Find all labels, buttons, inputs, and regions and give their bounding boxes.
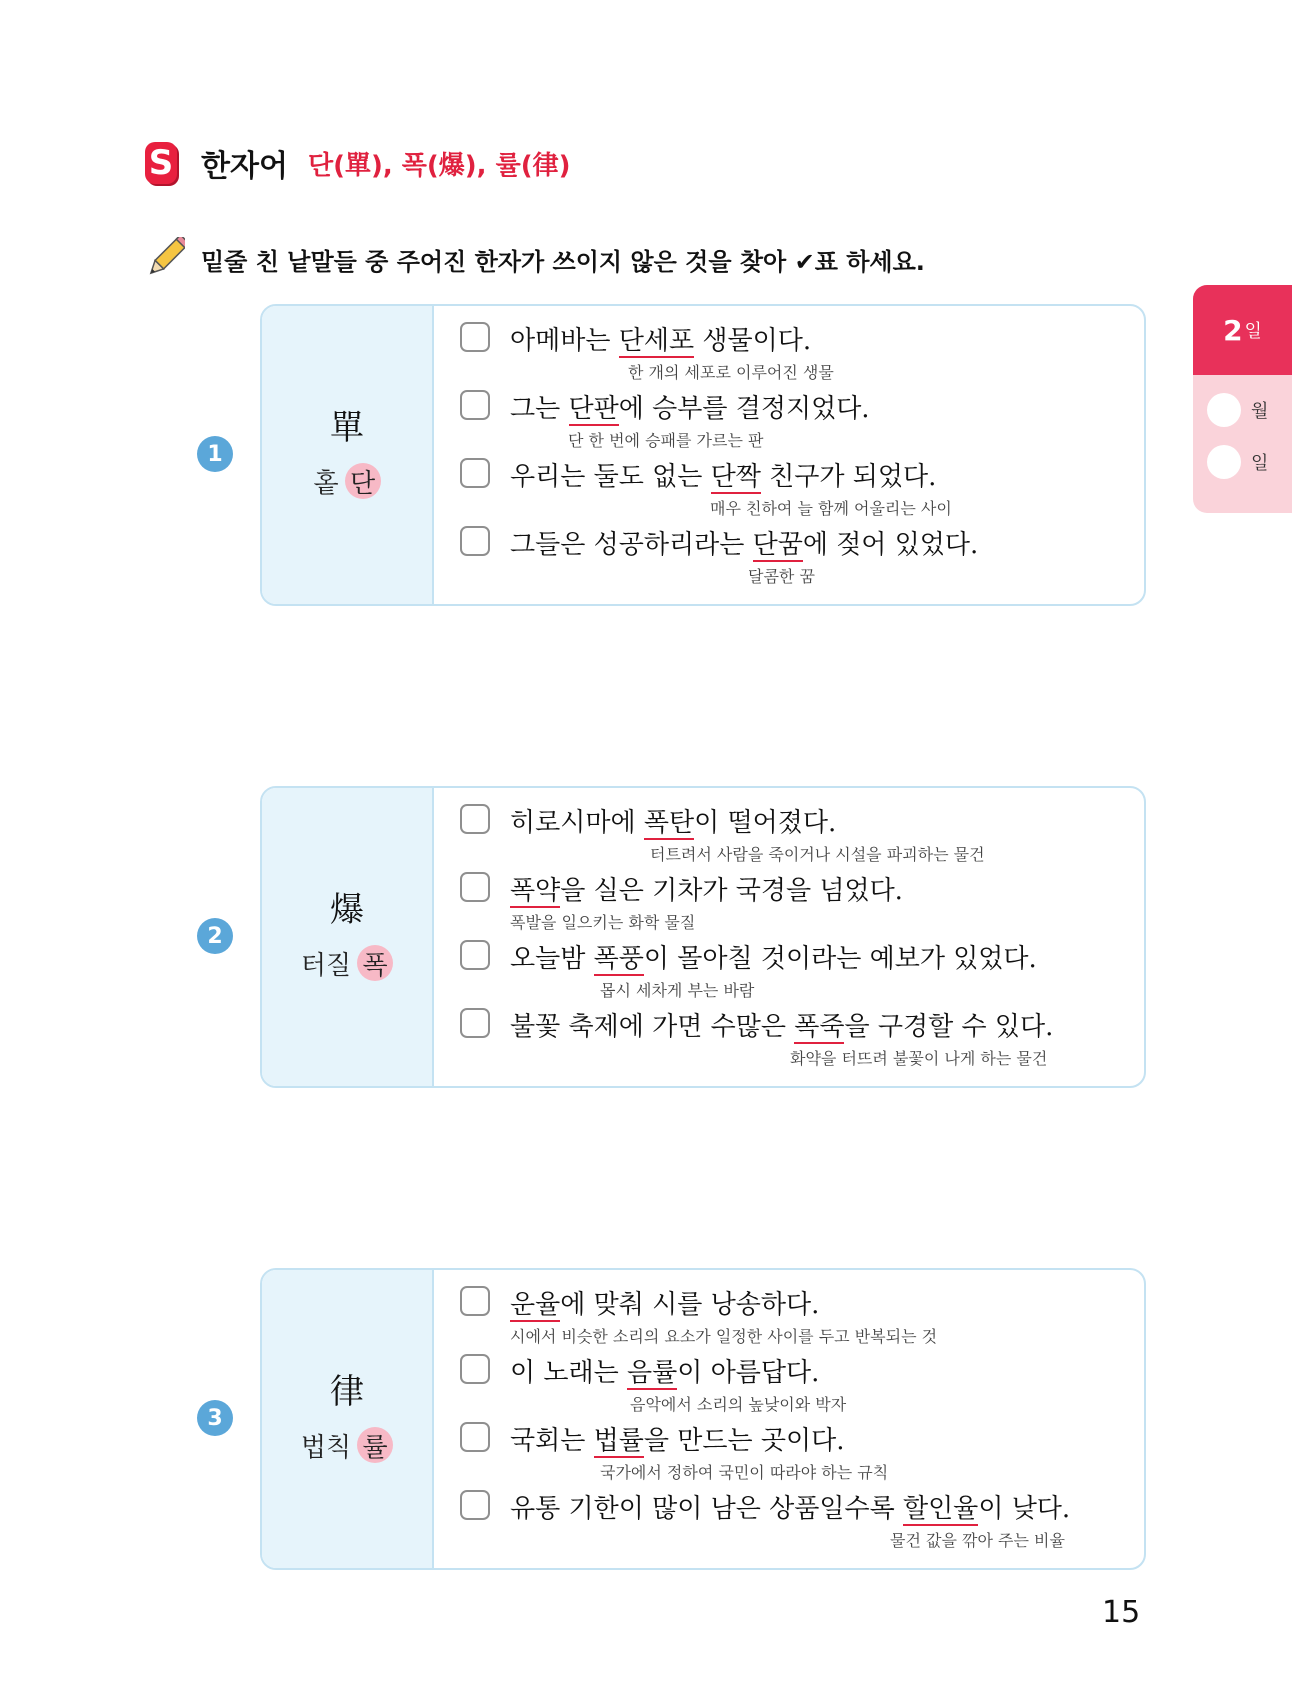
sentence xyxy=(510,870,903,907)
underlined-word: 법률 xyxy=(593,1426,644,1456)
sentence xyxy=(510,938,1037,975)
sentence xyxy=(510,388,870,425)
underlined-word: 단세포 xyxy=(618,326,695,356)
answer-checkbox[interactable] xyxy=(460,322,490,352)
sentence-pre: 오늘밤 xyxy=(510,944,594,974)
problem-number: 1 xyxy=(197,436,233,472)
sentence-post: 을 구경할 수 있다. xyxy=(844,1012,1054,1042)
answer-checkbox[interactable] xyxy=(460,1422,490,1452)
month-label: 월 xyxy=(1251,401,1269,422)
sentence xyxy=(510,1284,819,1321)
answer-checkbox[interactable] xyxy=(460,526,490,556)
day-number: 2 xyxy=(1223,313,1243,347)
word-gloss: 물건 값을 깎아 주는 비율 xyxy=(890,1531,1065,1550)
sentence-post: 에 젖어 있었다. xyxy=(802,530,979,560)
month-input[interactable] xyxy=(1207,393,1241,427)
pencil-icon xyxy=(145,237,185,281)
underlined-word: 할인율 xyxy=(902,1494,979,1524)
list-item xyxy=(460,938,1134,1006)
list-item xyxy=(460,1006,1134,1074)
sentence-pre: 이 노래는 xyxy=(510,1358,627,1388)
sentence xyxy=(510,456,936,493)
title-hanja: 단(單), 폭(爆), 률(律) xyxy=(307,150,571,181)
date-field xyxy=(1207,445,1292,479)
date-input[interactable] xyxy=(1207,445,1241,479)
sound-badge: 폭 xyxy=(357,945,393,981)
sentence-post: 이 떨어졌다. xyxy=(694,808,837,838)
sentence xyxy=(510,1006,1053,1043)
list-item xyxy=(460,802,1134,870)
answer-checkbox[interactable] xyxy=(460,390,490,420)
hanja-panel xyxy=(262,1270,434,1568)
sentence xyxy=(510,524,978,561)
title-main: 한자어 xyxy=(201,149,288,184)
answer-checkbox[interactable] xyxy=(460,1008,490,1038)
instruction xyxy=(145,237,925,281)
item-list xyxy=(460,320,1134,592)
underlined-word: 폭탄 xyxy=(643,808,695,838)
answer-checkbox[interactable] xyxy=(460,1286,490,1316)
sentence-post: 이 낮다. xyxy=(978,1494,1071,1524)
day-tab xyxy=(1193,285,1292,513)
hanja-character: 爆 xyxy=(330,889,364,930)
sentence xyxy=(510,802,836,839)
sentence xyxy=(510,1352,819,1389)
answer-checkbox[interactable] xyxy=(460,804,490,834)
sentence-post: 을 만드는 곳이다. xyxy=(643,1426,845,1456)
word-gloss: 달콤한 꿈 xyxy=(748,567,815,586)
list-item xyxy=(460,1352,1134,1420)
word-gloss: 화약을 터뜨려 불꽃이 나게 하는 물건 xyxy=(790,1049,1048,1068)
sound-badge: 률 xyxy=(357,1427,393,1463)
meaning-text: 터질 xyxy=(300,950,352,981)
list-item xyxy=(460,870,1134,938)
word-gloss: 폭발을 일으키는 화학 물질 xyxy=(510,913,696,932)
problem-number: 3 xyxy=(197,1400,233,1436)
word-gloss: 음악에서 소리의 높낮이와 박자 xyxy=(630,1395,847,1414)
word-gloss: 매우 친하여 늘 함께 어울리는 사이 xyxy=(710,499,952,518)
meaning-text: 법칙 xyxy=(300,1432,352,1463)
underlined-word: 단판 xyxy=(568,394,619,424)
sentence-pre: 국회는 xyxy=(510,1426,594,1456)
hanja-panel xyxy=(262,788,434,1086)
sentence-pre: 유통 기한이 많이 남은 상품일수록 xyxy=(510,1494,903,1524)
page-number: 15 xyxy=(1102,1595,1141,1630)
answer-checkbox[interactable] xyxy=(460,458,490,488)
hanja-meaning xyxy=(301,1427,393,1464)
sentence-pre: 우리는 둘도 없는 xyxy=(510,462,711,492)
sentence-post: 친구가 되었다. xyxy=(760,462,937,492)
answer-checkbox[interactable] xyxy=(460,1354,490,1384)
s-logo-icon: S xyxy=(145,142,177,184)
underlined-word: 폭죽 xyxy=(794,1012,845,1042)
problem-card xyxy=(260,786,1146,1088)
underlined-word: 운율 xyxy=(510,1290,561,1320)
underlined-word: 음률 xyxy=(627,1358,678,1388)
section-title xyxy=(145,140,570,186)
day-suffix: 일 xyxy=(1244,321,1262,342)
underlined-word: 단꿈 xyxy=(752,530,803,560)
sentence-post: 이 몰아칠 것이라는 예보가 있었다. xyxy=(643,944,1037,974)
sentence-post: 에 승부를 결정지었다. xyxy=(618,394,870,424)
problem-card xyxy=(260,1268,1146,1570)
sentence-pre: 그들은 성공하리라는 xyxy=(510,530,753,560)
hanja-character: 單 xyxy=(330,407,364,448)
date-label: 일 xyxy=(1251,453,1269,474)
hanja-character: 律 xyxy=(330,1371,364,1412)
word-gloss: 시에서 비슷한 소리의 요소가 일정한 사이를 두고 반복되는 것 xyxy=(510,1327,938,1346)
item-list xyxy=(460,1284,1134,1556)
word-gloss: 한 개의 세포로 이루어진 생물 xyxy=(628,363,834,382)
hanja-meaning xyxy=(313,463,380,500)
list-item xyxy=(460,1420,1134,1488)
word-gloss: 터트려서 사람을 죽이거나 시설을 파괴하는 물건 xyxy=(650,845,985,864)
month-field xyxy=(1207,393,1292,427)
word-gloss: 단 한 번에 승패를 가르는 판 xyxy=(568,431,764,450)
underlined-word: 폭풍 xyxy=(593,944,644,974)
underlined-word: 폭약 xyxy=(510,876,561,906)
problem-number: 2 xyxy=(197,918,233,954)
sentence-pre: 불꽃 축제에 가면 수많은 xyxy=(510,1012,795,1042)
sentence-pre: 그는 xyxy=(510,394,569,424)
answer-checkbox[interactable] xyxy=(460,1490,490,1520)
list-item xyxy=(460,524,1134,592)
hanja-meaning xyxy=(301,945,393,982)
day-label xyxy=(1193,285,1292,375)
list-item xyxy=(460,388,1134,456)
underlined-word: 단짝 xyxy=(710,462,761,492)
list-item xyxy=(460,320,1134,388)
sentence-pre: 히로시마에 xyxy=(510,808,644,838)
answer-checkbox[interactable] xyxy=(460,872,490,902)
hanja-panel xyxy=(262,306,434,604)
word-gloss: 몹시 세차게 부는 바람 xyxy=(600,981,755,1000)
list-item xyxy=(460,1488,1134,1556)
sentence-pre: 아메바는 xyxy=(510,326,619,356)
sentence-post: 이 아름답다. xyxy=(677,1358,820,1388)
list-item xyxy=(460,1284,1134,1352)
meaning-text: 홑 xyxy=(313,468,339,499)
sentence-post: 을 실은 기차가 국경을 넘었다. xyxy=(560,876,903,906)
item-list xyxy=(460,802,1134,1074)
sentence-post: 생물이다. xyxy=(694,326,812,356)
sentence xyxy=(510,320,811,357)
list-item xyxy=(460,456,1134,524)
instruction-text: 밑줄 친 낱말들 중 주어진 한자가 쓰이지 않은 것을 찾아 ✔표 하세요. xyxy=(201,247,925,276)
sentence xyxy=(510,1488,1070,1525)
answer-checkbox[interactable] xyxy=(460,940,490,970)
problem-card xyxy=(260,304,1146,606)
sentence xyxy=(510,1420,844,1457)
sentence-post: 에 맞춰 시를 낭송하다. xyxy=(560,1290,820,1320)
sound-badge: 단 xyxy=(345,463,381,499)
word-gloss: 국가에서 정하여 국민이 따라야 하는 규칙 xyxy=(600,1463,889,1482)
